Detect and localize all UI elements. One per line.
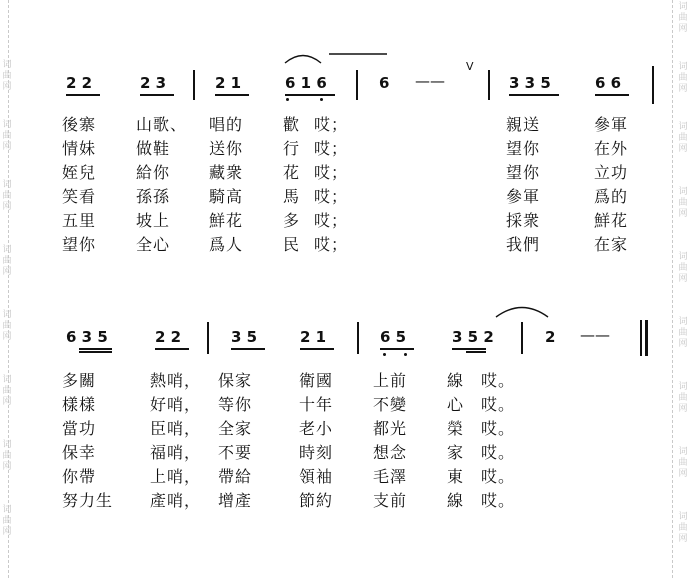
note-group: 3 3 5 xyxy=(509,74,551,92)
watermark-stamp: 词 曲 网 xyxy=(678,187,688,219)
note-group: 2 2 xyxy=(66,74,93,92)
underline-beam xyxy=(285,94,335,96)
watermark-stamp: 词 曲 网 xyxy=(2,245,12,277)
lyric-cell: 多關 xyxy=(62,371,97,390)
lyric-cell: 給你 xyxy=(136,163,171,182)
watermark-stamp: 词 曲 网 xyxy=(678,512,688,544)
lyric-cell: 情妹 xyxy=(62,139,97,158)
lyric-cell: 哎。 xyxy=(481,467,516,486)
lyric-cell: 節約 xyxy=(299,491,334,510)
note-group: 2 2 xyxy=(155,328,182,346)
lyric-cell: 我們 xyxy=(506,235,541,254)
lyric-cell: 十年 xyxy=(299,395,334,414)
lyric-cell: 哎。 xyxy=(481,419,516,438)
lyric-cell: 哎； xyxy=(314,211,349,230)
lyric-cell: 送你 xyxy=(209,139,244,158)
lyric-cell: 好哨， xyxy=(150,395,202,414)
lyric-cell: 不要 xyxy=(218,443,253,462)
dash-extension: —— xyxy=(580,326,610,344)
lyric-cell: 行 xyxy=(283,139,301,158)
lyric-cell: 花 xyxy=(283,163,301,182)
lyric-cell: 哎； xyxy=(314,163,349,182)
underline-beam xyxy=(79,351,112,353)
lyric-cell: 孫孫 xyxy=(136,187,171,206)
lyric-cell: 山歌、 xyxy=(136,115,188,134)
lyric-cell: 後寨 xyxy=(62,115,97,134)
lyric-cell: 在家 xyxy=(594,235,629,254)
lyric-cell: 立功 xyxy=(594,163,629,182)
watermark-stamp: 词 曲 网 xyxy=(678,62,688,94)
lyric-cell: 望你 xyxy=(506,139,541,158)
bar-line xyxy=(521,322,523,354)
lyric-cell: 望你 xyxy=(506,163,541,182)
underline-beam xyxy=(215,94,249,96)
slur-mark xyxy=(283,50,323,64)
lyric-cell: 唱的 xyxy=(209,115,244,134)
lyric-cell: 做鞋 xyxy=(136,139,171,158)
lyric-cell: 想念 xyxy=(373,443,408,462)
lyric-cell: 坡上 xyxy=(136,211,171,230)
final-bar-thick xyxy=(645,320,648,356)
watermark-stamp: 词 曲 网 xyxy=(678,382,688,414)
note-group: 2 xyxy=(545,328,556,346)
note-group: 6 xyxy=(379,74,390,92)
underline-beam xyxy=(231,348,265,350)
lyric-cell: 榮 xyxy=(447,419,465,438)
lyric-cell: 全心 xyxy=(136,235,171,254)
underline-beam xyxy=(155,348,189,350)
bar-line xyxy=(357,322,359,354)
dash-extension: —— xyxy=(415,72,445,90)
octave-dot xyxy=(383,353,386,356)
underline-beam xyxy=(300,348,334,350)
bar-line xyxy=(193,70,195,100)
note-group: 2 1 xyxy=(215,74,242,92)
watermark-stamp: 词 曲 网 xyxy=(2,505,12,537)
octave-dot xyxy=(286,98,289,101)
breath-mark: V xyxy=(466,60,474,73)
lyric-cell: 衛國 xyxy=(299,371,334,390)
lyric-cell: 臣哨， xyxy=(150,419,202,438)
bar-line xyxy=(652,66,654,104)
lyric-cell: 哎。 xyxy=(481,395,516,414)
lyric-cell: 馬 xyxy=(283,187,301,206)
underline-beam xyxy=(466,351,486,353)
notation-line-1 xyxy=(0,60,690,106)
note-group: 6 1 6 xyxy=(285,74,327,92)
lyric-cell: 上前 xyxy=(373,371,408,390)
final-bar-thin xyxy=(640,320,642,356)
underline-beam xyxy=(140,94,174,96)
lyric-cell: 民 xyxy=(283,235,301,254)
watermark-stamp: 词 曲 网 xyxy=(678,447,688,479)
lyric-cell: 笑看 xyxy=(62,187,97,206)
lyric-cell: 當功 xyxy=(62,419,97,438)
note-group: 6 3 5 xyxy=(66,328,108,346)
underline-beam xyxy=(509,94,559,96)
lyric-cell: 支前 xyxy=(373,491,408,510)
lyric-cell: 產哨， xyxy=(150,491,202,510)
lyric-cell: 哎； xyxy=(314,235,349,254)
lyric-cell: 親送 xyxy=(506,115,541,134)
notation-line-2 xyxy=(0,320,690,360)
lyric-cell: 家 xyxy=(447,443,465,462)
lyric-cell: 哎。 xyxy=(481,371,516,390)
bar-line xyxy=(488,70,490,100)
lyric-cell: 都光 xyxy=(373,419,408,438)
lyric-cell: 鮮花 xyxy=(209,211,244,230)
watermark-stamp: 词 曲 网 xyxy=(678,317,688,349)
note-group: 2 3 xyxy=(140,74,167,92)
bar-line xyxy=(356,70,358,100)
lyric-cell: 增產 xyxy=(218,491,253,510)
lyric-cell: 哎； xyxy=(314,187,349,206)
lyric-cell: 望你 xyxy=(62,235,97,254)
lyric-cell: 保幸 xyxy=(62,443,97,462)
lyric-cell: 保家 xyxy=(218,371,253,390)
lyric-cell: 線 xyxy=(447,371,465,390)
lyric-cell: 藏衆 xyxy=(209,163,244,182)
note-group: 3 5 xyxy=(231,328,258,346)
note-group: 2 1 xyxy=(300,328,327,346)
watermark-stamp: 词 曲 网 xyxy=(2,120,12,152)
lyric-cell: 熱哨， xyxy=(150,371,202,390)
lyric-cell: 心 xyxy=(447,395,465,414)
lyric-cell: 鮮花 xyxy=(594,211,629,230)
lyric-cell: 全家 xyxy=(218,419,253,438)
watermark-stamp: 词 曲 网 xyxy=(678,122,688,154)
lyric-cell: 樣樣 xyxy=(62,395,97,414)
lyric-cell: 時刻 xyxy=(299,443,334,462)
watermark-stamp: 词 曲 网 xyxy=(678,2,688,34)
watermark-stamp: 词 曲 网 xyxy=(2,375,12,407)
note-group: 6 5 xyxy=(380,328,407,346)
watermark-stamp: 词 曲 网 xyxy=(678,252,688,284)
lyric-cell: 爲人 xyxy=(209,235,244,254)
watermark-stamp: 词 曲 网 xyxy=(2,310,12,342)
lyric-cell: 毛澤 xyxy=(373,467,408,486)
lyric-cell: 採衆 xyxy=(506,211,541,230)
note-group: 3 5 2 xyxy=(452,328,494,346)
lyric-cell: 線 xyxy=(447,491,465,510)
underline-beam xyxy=(452,348,486,350)
lyric-cell: 參軍 xyxy=(506,187,541,206)
slur-mark xyxy=(494,302,550,318)
underline-beam xyxy=(380,348,414,350)
lyric-cell: 東 xyxy=(447,467,465,486)
lyric-cell: 哎。 xyxy=(481,491,516,510)
lyric-cell: 哎。 xyxy=(481,443,516,462)
lyric-cell: 歡 xyxy=(283,115,301,134)
note-group: 6 6 xyxy=(595,74,622,92)
bar-line xyxy=(207,322,209,354)
tie-mark xyxy=(327,52,389,62)
lyric-cell: 哎； xyxy=(314,115,349,134)
lyric-cell: 五里 xyxy=(62,211,97,230)
lyric-cell: 在外 xyxy=(594,139,629,158)
lyric-cell: 福哨， xyxy=(150,443,202,462)
lyric-cell: 你帶 xyxy=(62,467,97,486)
lyric-cell: 帶給 xyxy=(218,467,253,486)
lyric-cell: 多 xyxy=(283,211,301,230)
octave-dot xyxy=(404,353,407,356)
watermark-stamp: 词 曲 网 xyxy=(2,440,12,472)
lyric-cell: 老小 xyxy=(299,419,334,438)
lyric-cell: 姪兒 xyxy=(62,163,97,182)
underline-beam xyxy=(79,348,112,350)
watermark-stamp: 词 曲 网 xyxy=(2,60,12,92)
lyric-cell: 不變 xyxy=(373,395,408,414)
octave-dot xyxy=(320,98,323,101)
underline-beam xyxy=(66,94,100,96)
lyric-cell: 努力生 xyxy=(62,491,114,510)
lyric-cell: 爲的 xyxy=(594,187,629,206)
watermark-stamp: 词 曲 网 xyxy=(2,180,12,212)
lyric-cell: 領袖 xyxy=(299,467,334,486)
lyric-cell: 哎； xyxy=(314,139,349,158)
lyric-cell: 上哨， xyxy=(150,467,202,486)
lyric-cell: 參軍 xyxy=(594,115,629,134)
underline-beam xyxy=(595,94,629,96)
lyric-cell: 騎高 xyxy=(209,187,244,206)
lyric-cell: 等你 xyxy=(218,395,253,414)
